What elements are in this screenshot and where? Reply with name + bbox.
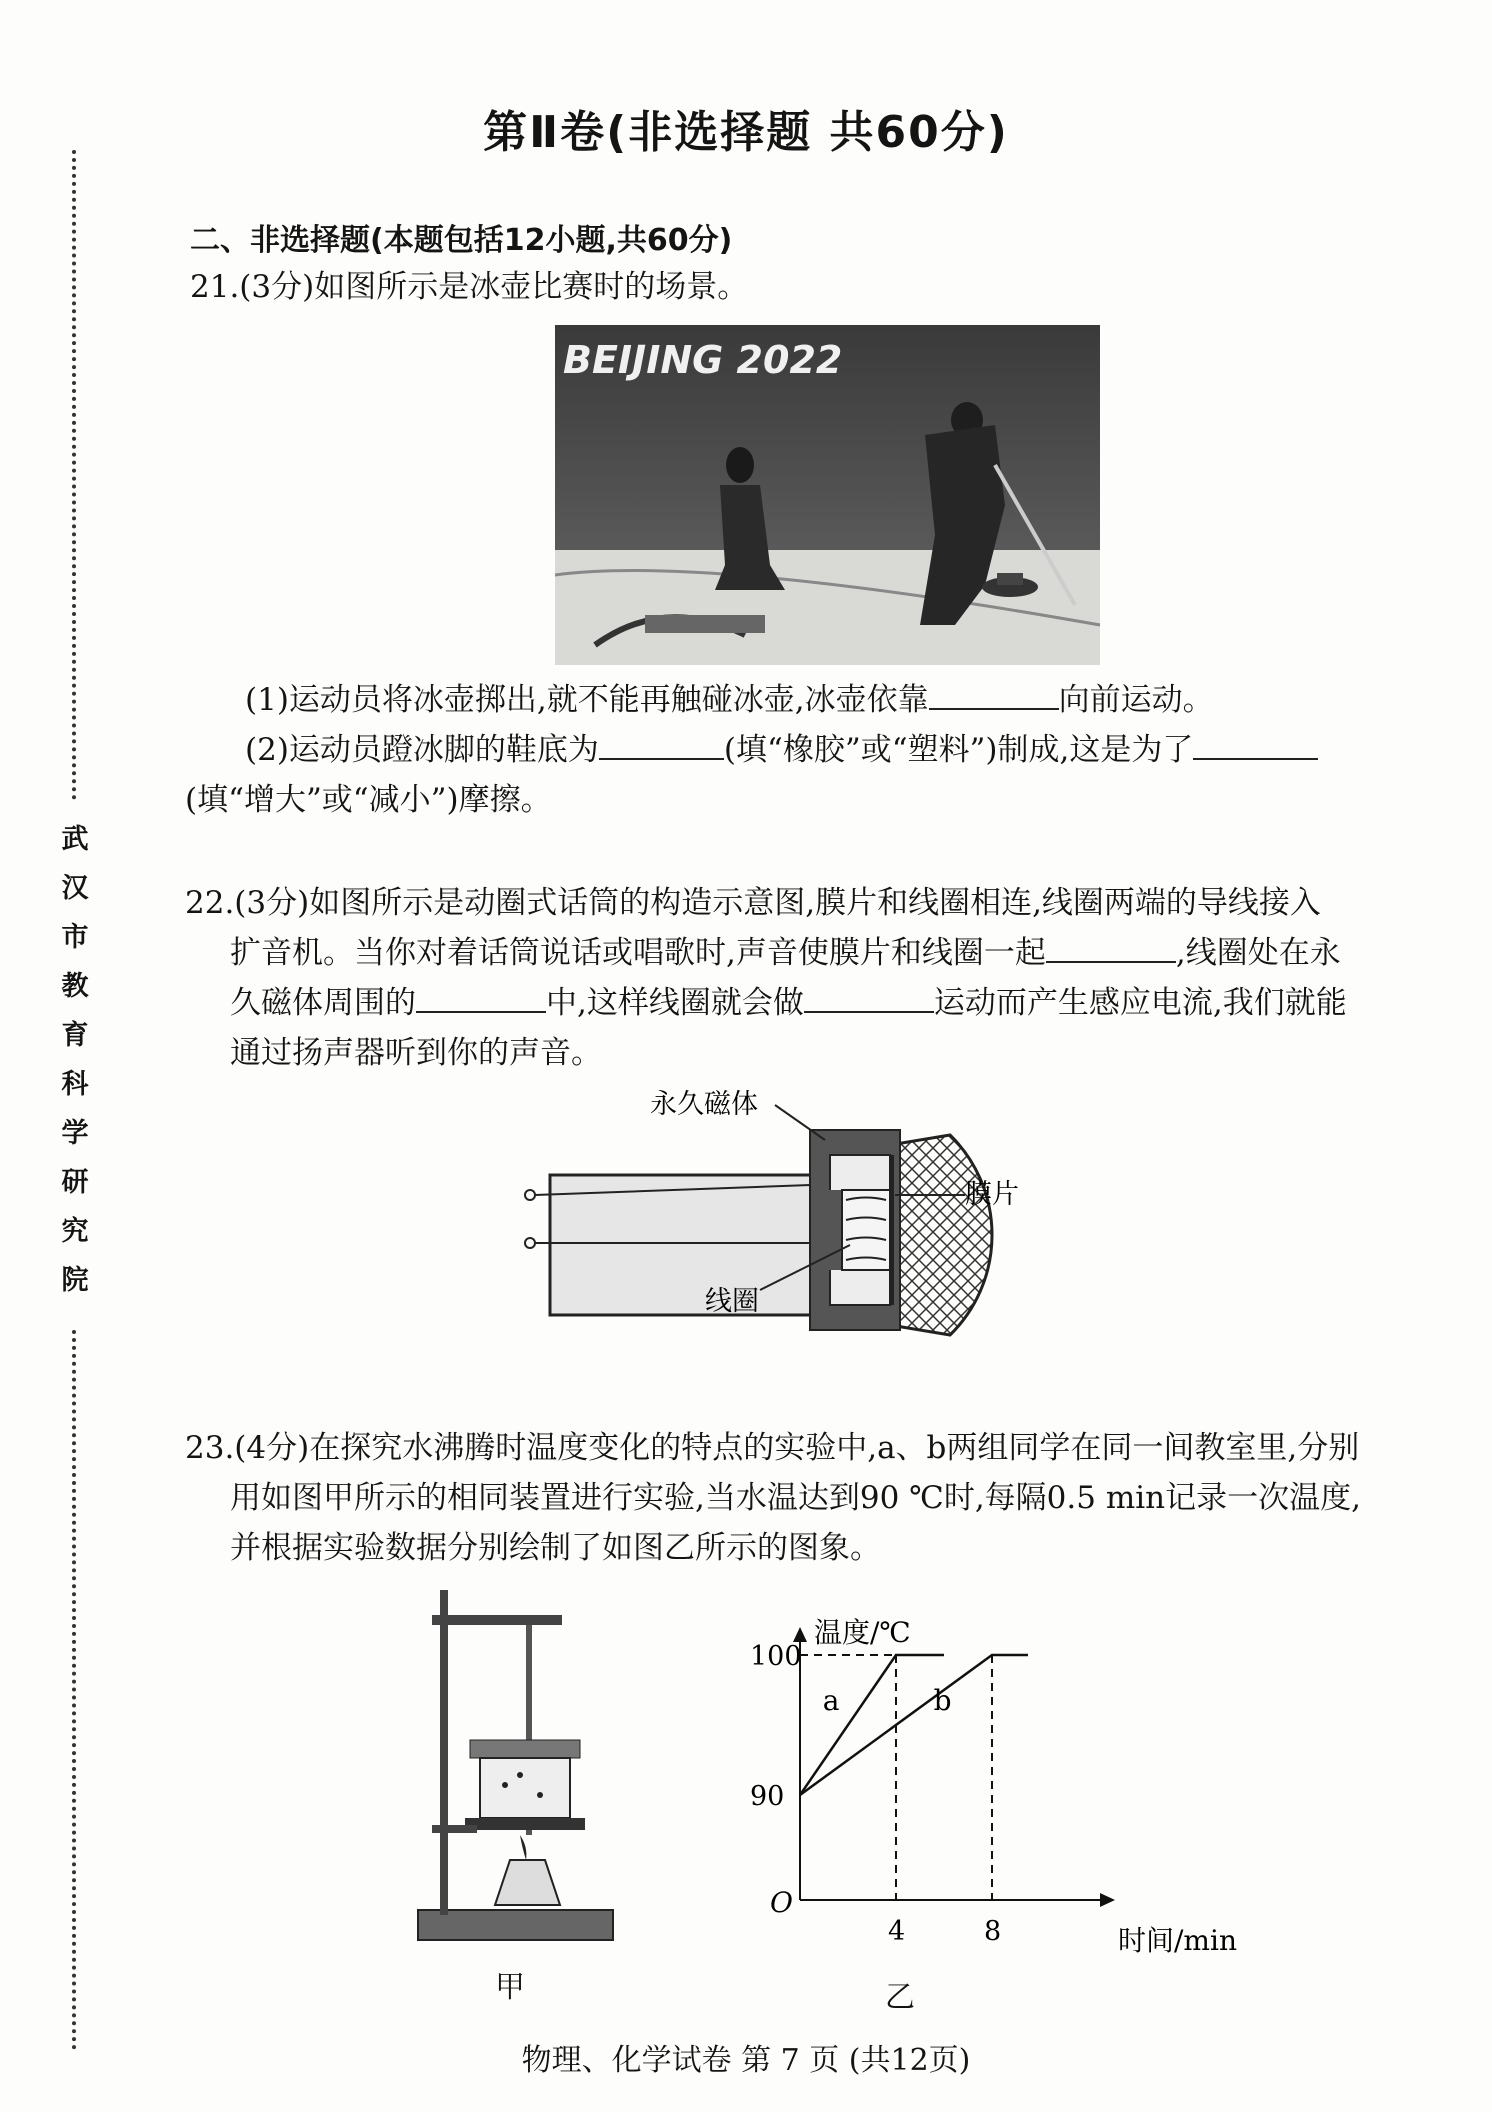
label-magnet: 永久磁体 <box>650 1089 758 1120</box>
q22-line3 <box>230 978 1347 1028</box>
side-char: 究 <box>61 1216 89 1247</box>
temperature-chart <box>740 1616 1237 1960</box>
q22-line1: 22.(3分)如图所示是动圈式话筒的构造示意图,膜片和线圈相连,线圈两端的导线接入 <box>185 885 1321 921</box>
q22-line3-text: 久磁体周围的 <box>230 985 416 1021</box>
answer-blank[interactable] <box>1046 931 1176 963</box>
q21-part1 <box>245 675 1214 725</box>
side-char: 教 <box>61 971 89 1002</box>
side-char: 院 <box>61 1265 89 1296</box>
series-label-b: b <box>933 1684 952 1717</box>
q21-part2-text-mid: (填“橡胶”或“塑料”)制成,这是为了 <box>723 732 1194 768</box>
page-title: 第Ⅱ卷(非选择题 共60分) <box>483 107 1009 158</box>
q23-line2: 用如图甲所示的相同装置进行实验,当水温达到90 ℃时,每隔0.5 min记录一次温度, <box>230 1480 1361 1516</box>
margin-dots-top <box>72 150 80 800</box>
answer-blank[interactable] <box>929 678 1059 710</box>
x-axis-arrow <box>1100 1893 1115 1907</box>
figure-a-label: 甲 <box>495 1970 525 2005</box>
side-char: 研 <box>61 1167 89 1198</box>
series-line-a <box>800 1655 944 1795</box>
y-axis-arrow <box>793 1627 807 1642</box>
y-axis-label: 温度/℃ <box>814 1616 911 1649</box>
q21-part2-cont: (填“增大”或“减小”)摩擦。 <box>185 782 552 818</box>
x-tick-label: 4 <box>888 1916 906 1947</box>
q21-stem: 21.(3分)如图所示是冰壶比赛时的场景。 <box>190 269 749 305</box>
q22-line2 <box>230 928 1341 978</box>
label-diaphragm: 膜片 <box>965 1179 1019 1210</box>
curling-photo <box>555 325 1100 665</box>
q22-line3-text-mid: 中,这样线圈就会做 <box>546 985 804 1021</box>
photo-caption: BEIJING 2022 <box>563 338 843 382</box>
side-text <box>55 815 95 1305</box>
label-coil: 线圈 <box>705 1286 759 1317</box>
q22-line4: 通过扬声器听到你的声音。 <box>230 1035 602 1071</box>
answer-blank[interactable] <box>1193 728 1318 760</box>
q22-line2-text-end: ,线圈处在永 <box>1175 935 1341 971</box>
q22-line3-text-end: 运动而产生感应电流,我们就能 <box>933 985 1347 1021</box>
side-char: 科 <box>61 1069 89 1100</box>
side-char: 育 <box>61 1020 89 1051</box>
answer-blank[interactable] <box>804 981 934 1013</box>
answer-blank[interactable] <box>599 728 724 760</box>
y-tick-label: 90 <box>750 1781 785 1812</box>
answer-blank[interactable] <box>416 981 546 1013</box>
figure-b-label: 乙 <box>885 1980 915 2015</box>
section-heading: 二、非选择题(本题包括12小题,共60分) <box>190 223 733 258</box>
side-char: 市 <box>61 922 89 953</box>
q21-part2-text: (2)运动员蹬冰脚的鞋底为 <box>245 732 599 768</box>
q21-part1-text: (1)运动员将冰壶掷出,就不能再触碰冰壶,冰壶依靠 <box>245 682 929 718</box>
side-char: 武 <box>61 824 89 855</box>
q21-part1-text-end: 向前运动。 <box>1058 682 1214 718</box>
q23-line3: 并根据实验数据分别绘制了如图乙所示的图象。 <box>230 1530 881 1566</box>
y-tick-label: 100 <box>750 1641 802 1672</box>
x-axis-label: 时间/min <box>1118 1924 1237 1957</box>
margin-dots-bottom <box>72 1330 80 2050</box>
series-line-b <box>800 1655 1028 1795</box>
page-footer: 物理、化学试卷 第 7 页 (共12页) <box>521 2043 971 2078</box>
x-tick-label: 8 <box>984 1916 1002 1947</box>
side-char: 汉 <box>61 873 89 904</box>
q23-line1: 23.(4分)在探究水沸腾时温度变化的特点的实验中,a、b两组同学在同一间教室里,分别 <box>185 1430 1360 1466</box>
series-label-a: a <box>822 1684 840 1717</box>
origin-label: O <box>770 1886 793 1919</box>
side-char: 学 <box>61 1118 89 1149</box>
q22-line2-text: 扩音机。当你对着话筒说话或唱歌时,声音使膜片和线圈一起 <box>230 935 1046 971</box>
q21-part2 <box>245 725 1318 775</box>
boiling-apparatus <box>410 1585 620 1955</box>
microphone-diagram <box>520 1085 1120 1355</box>
